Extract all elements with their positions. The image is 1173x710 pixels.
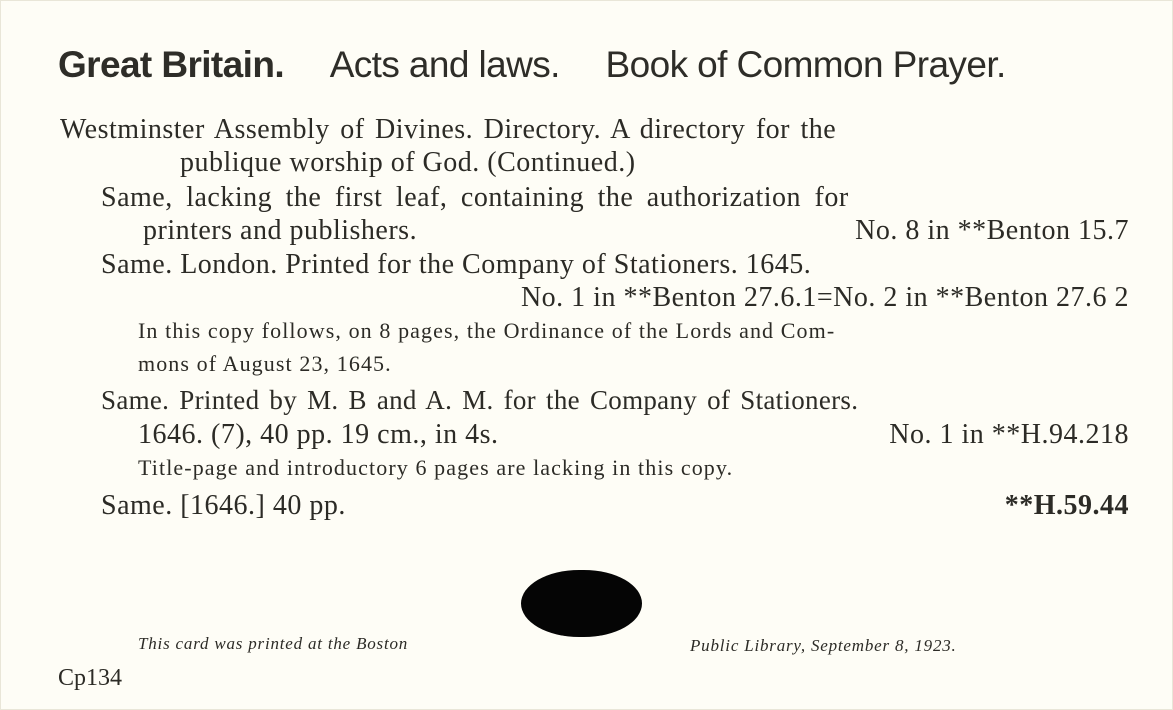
- entry-note-1: In this copy follows, on 8 pages, the Ordinance of the Lords and Com-: [138, 318, 836, 343]
- punch-hole: [521, 570, 642, 637]
- entry-line-1: Westminster Assembly of Divines. Directory. A directory for the: [60, 114, 837, 145]
- heading-subject-prayer: Book of Common Prayer.: [605, 44, 1006, 85]
- heading-subject-acts: Acts and laws.: [329, 44, 560, 85]
- entry-line-3: Same, lacking the first leaf, containing the authorization for: [101, 182, 849, 213]
- entry-line-6: No. 1 in **Benton 27.6.1=No. 2 in **Benton 27.6 2: [520, 282, 1129, 313]
- footer-right: Public Library, September 8, 1923.: [690, 636, 957, 655]
- entry-line-9a: Same. [1646.] 40 pp.: [101, 490, 346, 521]
- entry-note-3: Title-page and introductory 6 pages are lacking in this copy.: [138, 455, 734, 480]
- entry-line-2: publique worship of God. (Continued.): [180, 147, 636, 178]
- call-number: Cp134: [58, 665, 123, 691]
- footer-left: This card was printed at the Boston: [138, 634, 409, 653]
- entry-line-8b: No. 1 in **H.94.218: [889, 419, 1129, 450]
- heading-main: Great Britain.: [58, 44, 284, 85]
- entry-line-4a: printers and publishers.: [143, 215, 418, 246]
- entry-note-2: mons of August 23, 1645.: [138, 351, 392, 376]
- entry-line-4b: No. 8 in **Benton 15.7: [855, 215, 1129, 246]
- card-heading: [58, 44, 1006, 86]
- entry-line-8a: 1646. (7), 40 pp. 19 cm., in 4s.: [138, 419, 499, 450]
- entry-line-9b: **H.59.44: [1004, 490, 1129, 521]
- entry-line-5: Same. London. Printed for the Company of Stationers. 1645.: [101, 249, 812, 280]
- entry-line-7: Same. Printed by M. B and A. M. for the Company of Stationers.: [101, 385, 859, 415]
